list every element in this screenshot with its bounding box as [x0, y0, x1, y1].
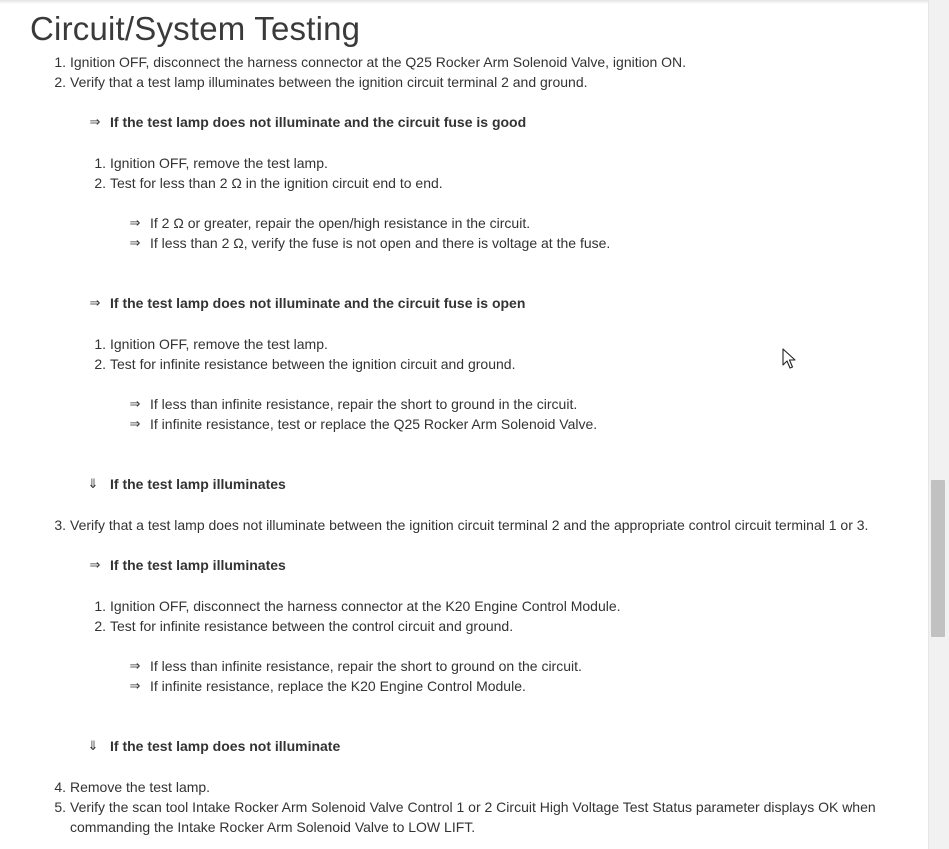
scrollbar-thumb[interactable]	[931, 480, 945, 637]
mouse-cursor-icon	[782, 348, 796, 370]
substep-text: Ignition OFF, remove the test lamp.	[110, 336, 328, 352]
step-number: 3.	[54, 517, 66, 533]
right-arrow-icon: ⇒	[129, 658, 141, 673]
step-number: 5.	[54, 799, 66, 815]
step-text: Verify the scan tool Intake Rocker Arm Solenoid Valve Control 1 or 2 Circuit High Voltage Test Status parameter displays OK when	[70, 799, 876, 815]
step-number: 2.	[54, 74, 66, 90]
substep-text: Test for less than 2 Ω in the ignition circuit end to end.	[110, 175, 443, 191]
step-text: Verify that a test lamp illuminates between the ignition circuit terminal 2 and ground.	[70, 74, 588, 90]
step-text: Ignition OFF, disconnect the harness connector at the Q25 Rocker Arm Solenoid Valve, ignition ON.	[70, 54, 687, 70]
down-arrow-icon: ⇓	[87, 476, 99, 491]
result-text: If 2 Ω or greater, repair the open/high resistance in the circuit.	[150, 215, 531, 231]
page-title: Circuit/System Testing	[30, 10, 361, 47]
right-arrow-icon: ⇒	[129, 678, 141, 693]
substep-number: 2.	[94, 618, 106, 634]
substep-text: Ignition OFF, disconnect the harness connector at the K20 Engine Control Module.	[110, 598, 621, 614]
substep-text: Ignition OFF, remove the test lamp.	[110, 155, 328, 171]
branch-heading: If the test lamp illuminates	[110, 557, 286, 573]
substep-text: Test for infinite resistance between the ignition circuit and ground.	[110, 356, 516, 372]
substep-number: 2.	[94, 175, 106, 191]
substep-number: 2.	[94, 356, 106, 372]
step-text-continued: commanding the Intake Rocker Arm Solenoid Valve to LOW LIFT.	[70, 819, 476, 835]
substep-text: Test for infinite resistance between the control circuit and ground.	[110, 618, 514, 634]
result-text: If less than infinite resistance, repair the short to ground on the circuit.	[150, 658, 582, 674]
right-arrow-icon: ⇒	[129, 396, 141, 411]
step-text: Remove the test lamp.	[70, 779, 211, 795]
step-number: 1.	[54, 54, 66, 70]
down-arrow-icon: ⇓	[87, 738, 99, 753]
result-text: If less than 2 Ω, verify the fuse is not open and there is voltage at the fuse.	[150, 235, 611, 251]
substep-number: 1.	[94, 598, 106, 614]
top-shadow	[0, 0, 928, 4]
vertical-scrollbar[interactable]	[928, 0, 949, 849]
result-text: If infinite resistance, replace the K20 Engine Control Module.	[150, 678, 526, 694]
result-text: If infinite resistance, test or replace the Q25 Rocker Arm Solenoid Valve.	[150, 416, 598, 432]
right-arrow-icon: ⇒	[129, 416, 141, 431]
step-text: Verify that a test lamp does not illuminate between the ignition circuit terminal 2 and the appropriate control circuit terminal 1 or 3.	[70, 517, 869, 533]
branch-heading: If the test lamp illuminates	[110, 476, 286, 492]
right-arrow-icon: ⇒	[89, 114, 101, 129]
substep-number: 1.	[94, 155, 106, 171]
step-number: 4.	[54, 779, 66, 795]
substep-number: 1.	[94, 336, 106, 352]
result-text: If less than infinite resistance, repair the short to ground in the circuit.	[150, 396, 578, 412]
right-arrow-icon: ⇒	[129, 235, 141, 250]
right-arrow-icon: ⇒	[129, 215, 141, 230]
branch-heading: If the test lamp does not illuminate	[110, 738, 341, 754]
branch-heading: If the test lamp does not illuminate and the circuit fuse is good	[110, 114, 527, 130]
branch-heading: If the test lamp does not illuminate and the circuit fuse is open	[110, 295, 526, 311]
right-arrow-icon: ⇒	[89, 295, 101, 310]
right-arrow-icon: ⇒	[89, 557, 101, 572]
